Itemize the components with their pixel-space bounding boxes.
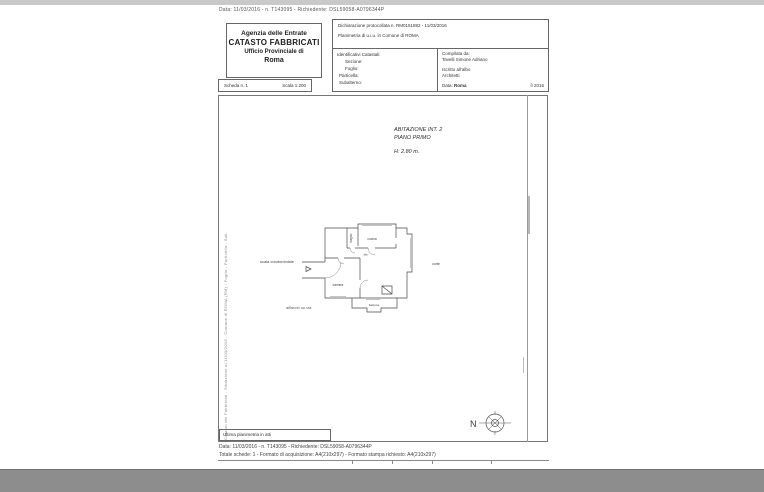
side-caption-vertical: Catasto dei Fabbricati - Situazione al 11/03/2016 - Comune di ROMA (RM) - Foglio - Particella - Sub. — [223, 231, 228, 440]
declaration-box — [332, 19, 549, 92]
cadastre-title: CATASTO FABBRICATI — [228, 38, 320, 47]
last-plan-box: Ultima planimetria in atti — [219, 429, 331, 441]
date-label: Data: — [442, 82, 453, 88]
top-gray-band — [0, 0, 764, 5]
margin-artifact-top — [528, 196, 530, 234]
room-label-cucina: cucina — [367, 237, 377, 241]
date-year: lì 2016 — [530, 82, 544, 88]
sheet-number: Scheda n. 1 — [224, 83, 249, 88]
cadastral-identifiers-cell — [333, 49, 438, 91]
footer-rule — [218, 460, 549, 461]
date-city: Roma — [454, 82, 467, 88]
field-subalterno: Subalterno: — [339, 80, 363, 85]
bottom-gray-band — [0, 469, 764, 492]
compiled-by-cell — [438, 49, 548, 91]
office-city: Roma — [264, 57, 284, 64]
right-margin-line — [527, 95, 528, 442]
label-corte: corte — [432, 262, 440, 266]
label-street-side: affaccio su via — [286, 305, 312, 310]
declaration-subject: Planimetria di u.i.u. in Comune di ROMA — [338, 33, 419, 38]
footer-tick — [432, 460, 433, 464]
room-label-camera: camera — [332, 283, 344, 287]
declaration-header — [333, 20, 548, 49]
footer-tick — [392, 460, 393, 464]
drawing-scale: Scala 1:200 — [282, 83, 306, 88]
agency-name: Agenzia delle Entrate — [241, 30, 307, 37]
footer-request-line: Data: 11/03/2016 - n. T143095 - Richiedente: DSL59058-A0796344P — [219, 444, 372, 450]
technician-role2: Architetti — [442, 72, 460, 78]
room-label-bagno: bagno — [349, 233, 353, 243]
identifiers-title: Identificativi Catastali: — [337, 52, 381, 57]
label-condominium-stairs: scala condominiale — [260, 259, 295, 264]
plan-annotation — [394, 126, 442, 156]
field-particella: Particella: — [339, 73, 359, 78]
room-label-dis: dis. — [363, 252, 369, 257]
footer-tick — [491, 460, 492, 464]
floor-plan — [300, 210, 480, 325]
field-sezione: Sezione: — [345, 59, 363, 64]
declaration-protocol: Dichiarazione protocollata n. RM0151882 - 11/03/2016 — [338, 23, 447, 28]
footer-tick — [352, 460, 353, 464]
interior-walls — [325, 228, 396, 298]
field-foglio: Foglio: — [345, 66, 359, 71]
stairs-arrow-icon — [306, 267, 311, 272]
room-label-balcone: balcone — [368, 303, 380, 307]
compass-cross-lines — [479, 411, 511, 435]
annotation-height: H: 2.80 m. — [394, 149, 420, 155]
north-compass — [469, 406, 513, 440]
fixture-outline — [382, 286, 392, 294]
compass-n-label: N — [470, 419, 477, 429]
technician-name: Tavelli Simone Adriano — [442, 57, 488, 63]
office-line: Ufficio Provinciale di — [244, 49, 304, 55]
technician-role1: Iscritto all'albo — [442, 66, 471, 72]
compiled-title: Compilata da: — [442, 51, 470, 56]
sheet-scale-box — [218, 79, 312, 92]
date-row — [442, 83, 544, 89]
agency-header-box — [226, 23, 322, 78]
annotation-floor: PIANO PRIMO — [394, 135, 431, 141]
footer-format-line: Totale schede: 1 - Formato di acquisizione: A4(210x297) - Formato stampa richiesto: A4(210x297) — [219, 452, 436, 458]
margin-artifact-bottom — [523, 357, 524, 373]
corridor-walls — [302, 262, 325, 278]
request-info-top: Data: 11/03/2016 - n. T143095 - Richiedente: DSL59058-A0796344P — [219, 7, 385, 13]
annotation-unit: ABITAZIONE INT. 2 — [394, 127, 443, 133]
